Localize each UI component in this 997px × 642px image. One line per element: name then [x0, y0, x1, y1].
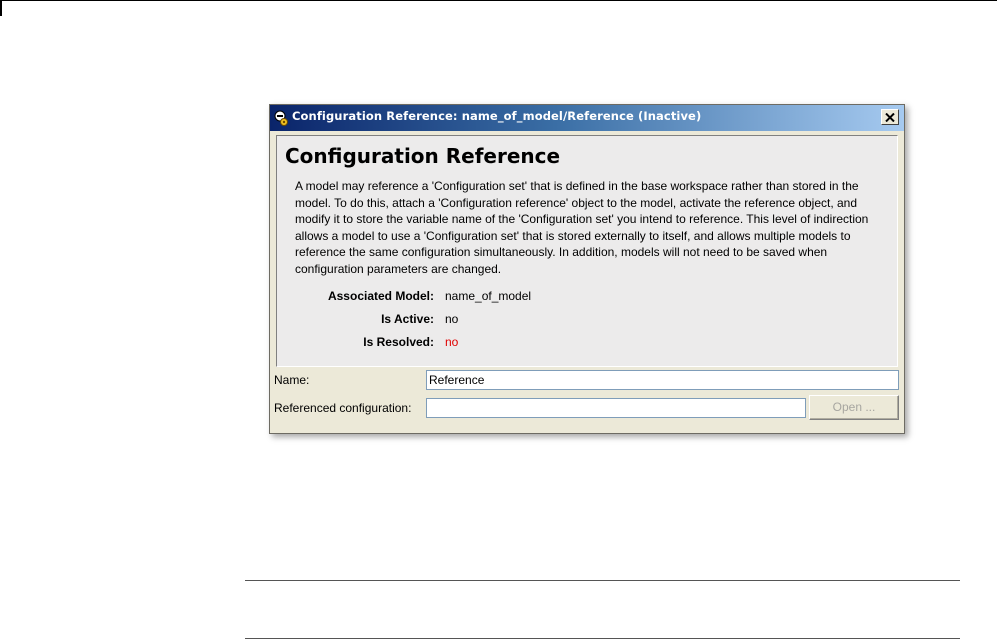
- open-button[interactable]: Open ...: [809, 395, 899, 420]
- name-label: Name:: [274, 373, 310, 387]
- page-top-rule: [0, 0, 997, 1]
- property-value-red: no: [445, 335, 459, 349]
- property-is-resolved: [277, 335, 677, 353]
- close-button[interactable]: [881, 109, 899, 125]
- info-description: A model may reference a 'Configuration set' that is defined in the base workspace rather than stored in the model. To do this, attach a 'Configuration reference' object to the model, activate the reference object, and modify it to store the variable name of the 'Configuration set' you intend to reference. This level of indirection allows a model to use a 'Configuration set' that is stored externally to itself, and allows multiple models to reference the same configuration simultaneously. In addition, models will not need to be saved when configuration parameters are changed.: [295, 179, 869, 276]
- property-associated-model: [277, 289, 677, 307]
- name-input[interactable]: [426, 370, 899, 390]
- referenced-configuration-label: Referenced configuration:: [274, 401, 412, 415]
- property-value: name_of_model: [445, 289, 532, 303]
- page-left-tick: [0, 0, 2, 16]
- info-heading: Configuration Reference: [285, 144, 561, 168]
- property-value: no: [445, 312, 459, 326]
- info-panel: [276, 135, 898, 367]
- page-rule: [245, 638, 960, 639]
- referenced-configuration-input[interactable]: [426, 398, 806, 418]
- property-label: Is Active:: [381, 312, 434, 326]
- title-bar[interactable]: [270, 105, 904, 131]
- close-icon: [885, 113, 895, 122]
- page-rule: [245, 580, 960, 581]
- configuration-reference-dialog: [269, 104, 905, 434]
- property-label: Is Resolved:: [363, 335, 434, 349]
- window-title: Configuration Reference: name_of_model/Reference (Inactive): [292, 109, 702, 123]
- configuration-reference-icon: [274, 110, 290, 126]
- property-label: Associated Model:: [327, 289, 434, 303]
- property-is-active: [277, 312, 677, 330]
